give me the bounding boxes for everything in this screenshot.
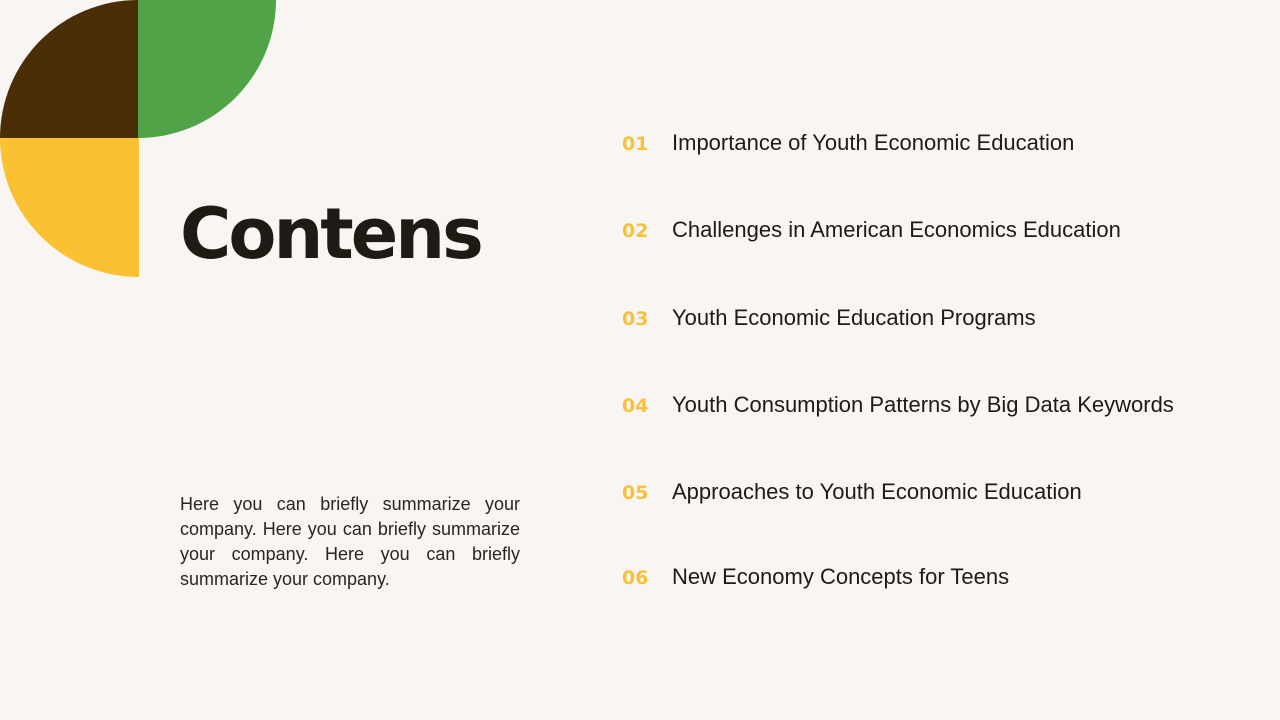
toc-label: Importance of Youth Economic Education <box>672 130 1075 155</box>
toc-label: Youth Economic Education Programs <box>672 305 1036 330</box>
company-summary: Here you can briefly summarize your company. Here you can briefly summarize your company. Here you can briefly summarize your company. <box>180 494 520 589</box>
toc-number: 03 <box>622 308 649 330</box>
toc-label: New Economy Concepts for Teens <box>672 564 1010 589</box>
toc-label: Youth Consumption Patterns by Big Data Keywords <box>672 392 1174 417</box>
toc-item-06[interactable] <box>622 558 1242 598</box>
toc-label: Challenges in American Economics Education <box>672 217 1121 242</box>
toc-item-02[interactable] <box>622 211 1242 251</box>
toc-number: 06 <box>622 567 649 589</box>
dark-brown-quarter-circle <box>0 0 138 138</box>
toc-label: Approaches to Youth Economic Education <box>672 479 1082 504</box>
toc-item-01[interactable] <box>622 124 1242 164</box>
toc-item-04[interactable] <box>622 386 1242 426</box>
toc-number: 04 <box>622 395 649 417</box>
toc-number: 05 <box>622 482 649 504</box>
toc-item-03[interactable] <box>622 299 1242 339</box>
green-quarter-circle <box>138 0 276 138</box>
toc-item-05[interactable] <box>622 473 1242 513</box>
page-title: Contens <box>180 193 481 275</box>
yellow-quarter-circle <box>0 138 139 277</box>
toc-number: 02 <box>622 220 649 242</box>
toc-number: 01 <box>622 133 649 155</box>
